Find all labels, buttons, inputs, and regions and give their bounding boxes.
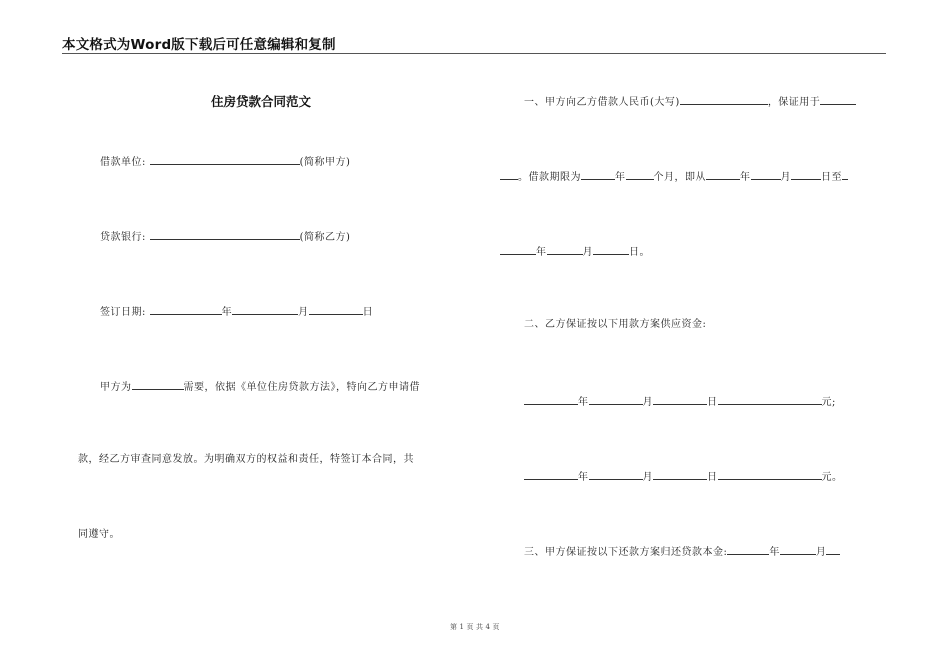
start-year-field[interactable] [706, 168, 740, 180]
borrower-field[interactable] [150, 153, 300, 165]
repay-year-label: 年 [769, 547, 780, 558]
bank-field[interactable] [150, 228, 300, 240]
purpose-field[interactable] [132, 378, 184, 390]
paragraph-line-3 [78, 528, 120, 542]
footer-di: 第 [450, 623, 458, 631]
plan2-day-field[interactable] [653, 468, 707, 480]
term-month-field[interactable] [626, 168, 654, 180]
date-label: 签订日期: [100, 307, 146, 318]
term-year-label: 年 [615, 172, 626, 183]
plan1-month-field[interactable] [589, 393, 643, 405]
plan2-month-field[interactable] [589, 468, 643, 480]
plan1-day-label: 日 [707, 397, 718, 408]
clause1-text-b: ，保证用于 [767, 97, 821, 108]
end-day-field[interactable] [593, 243, 629, 255]
funding-plan-row-2 [524, 468, 843, 485]
end-month-label: 月 [582, 247, 593, 258]
start-day-label: 日至 [821, 172, 842, 183]
para1-rest: 需要，依据《单位住房贷款方法》，特向乙方申请借 [183, 382, 420, 393]
plan2-day-label: 日 [707, 472, 718, 483]
header-divider [62, 53, 886, 54]
start-day-field[interactable] [791, 168, 821, 180]
term-month-text: 个月，即从 [653, 172, 706, 183]
plan1-unit: 元; [821, 397, 836, 408]
start-month-label: 月 [780, 172, 791, 183]
date-month-field[interactable] [232, 303, 298, 315]
plan2-unit: 元。 [821, 472, 843, 483]
plan1-day-field[interactable] [653, 393, 707, 405]
repay-month-label: 月 [815, 547, 827, 558]
end-year-field[interactable] [500, 243, 536, 255]
clause1-line-3 [500, 243, 650, 260]
end-year-field-start[interactable] [842, 168, 848, 180]
bank-line [100, 228, 350, 245]
document-header: 本文格式为Word版下载后可任意编辑和复制 [62, 37, 336, 53]
clause3-line [524, 543, 840, 560]
bank-suffix: (简称乙方) [299, 232, 351, 243]
date-year-field[interactable] [150, 303, 222, 315]
plan1-amount-field[interactable] [718, 393, 822, 405]
plan2-amount-field[interactable] [718, 468, 822, 480]
plan1-year-label: 年 [578, 397, 589, 408]
month-label: 月 [298, 307, 309, 318]
page-total: 4 [485, 623, 491, 631]
para2-text: 款，经乙方审查同意发放。为明确双方的权益和责任，特签订本合同，共 [78, 454, 414, 465]
para3-text: 同遵守。 [78, 529, 120, 540]
footer-gong: 共 [476, 623, 484, 631]
signing-date-line [100, 303, 373, 320]
borrower-label: 借款单位: [100, 157, 146, 168]
page-number: 1 [459, 623, 465, 631]
clause3-text: 三、甲方保证按以下还款方案归还贷款本金: [524, 547, 728, 558]
clause1-line-1 [524, 93, 856, 110]
loan-use-field-cont[interactable] [500, 168, 518, 180]
borrower-suffix: (简称甲方) [299, 157, 351, 168]
clause2-text: 二、乙方保证按以下用款方案供应资金: [524, 319, 707, 330]
footer-ye: 页 [466, 623, 474, 631]
start-month-field[interactable] [751, 168, 781, 180]
footer-ye2: 页 [492, 623, 500, 631]
end-year-label: 年 [536, 247, 547, 258]
plan2-year-field[interactable] [524, 468, 578, 480]
plan1-month-label: 月 [642, 397, 653, 408]
funding-plan-row-1 [524, 393, 836, 410]
clause1-term-label: 。借款期限为 [518, 172, 581, 183]
term-year-field[interactable] [581, 168, 615, 180]
borrower-line [100, 153, 350, 170]
loan-use-field[interactable] [820, 93, 856, 105]
page-footer [0, 622, 950, 632]
year-label: 年 [221, 307, 233, 318]
paragraph-line-2 [78, 453, 414, 467]
clause2-line [524, 318, 706, 332]
day-label: 日 [362, 307, 374, 318]
clause1-text-a: 一、甲方向乙方借款人民币(大写) [524, 97, 680, 108]
plan1-year-field[interactable] [524, 393, 578, 405]
repay-month-field[interactable] [780, 543, 816, 555]
clause1-line-2 [500, 168, 848, 185]
end-month-field[interactable] [547, 243, 583, 255]
repay-day-field[interactable] [826, 543, 840, 555]
loan-amount-field[interactable] [680, 93, 768, 105]
bank-label: 贷款银行: [100, 232, 146, 243]
plan2-year-label: 年 [578, 472, 589, 483]
repay-year-field[interactable] [727, 543, 769, 555]
document-title: 住房贷款合同范文 [210, 94, 311, 109]
para1-start: 甲方为 [100, 382, 132, 393]
plan2-month-label: 月 [642, 472, 653, 483]
start-year-label: 年 [740, 172, 751, 183]
end-day-label: 日。 [629, 247, 650, 258]
date-day-field[interactable] [309, 303, 363, 315]
paragraph-line-1 [100, 378, 420, 395]
